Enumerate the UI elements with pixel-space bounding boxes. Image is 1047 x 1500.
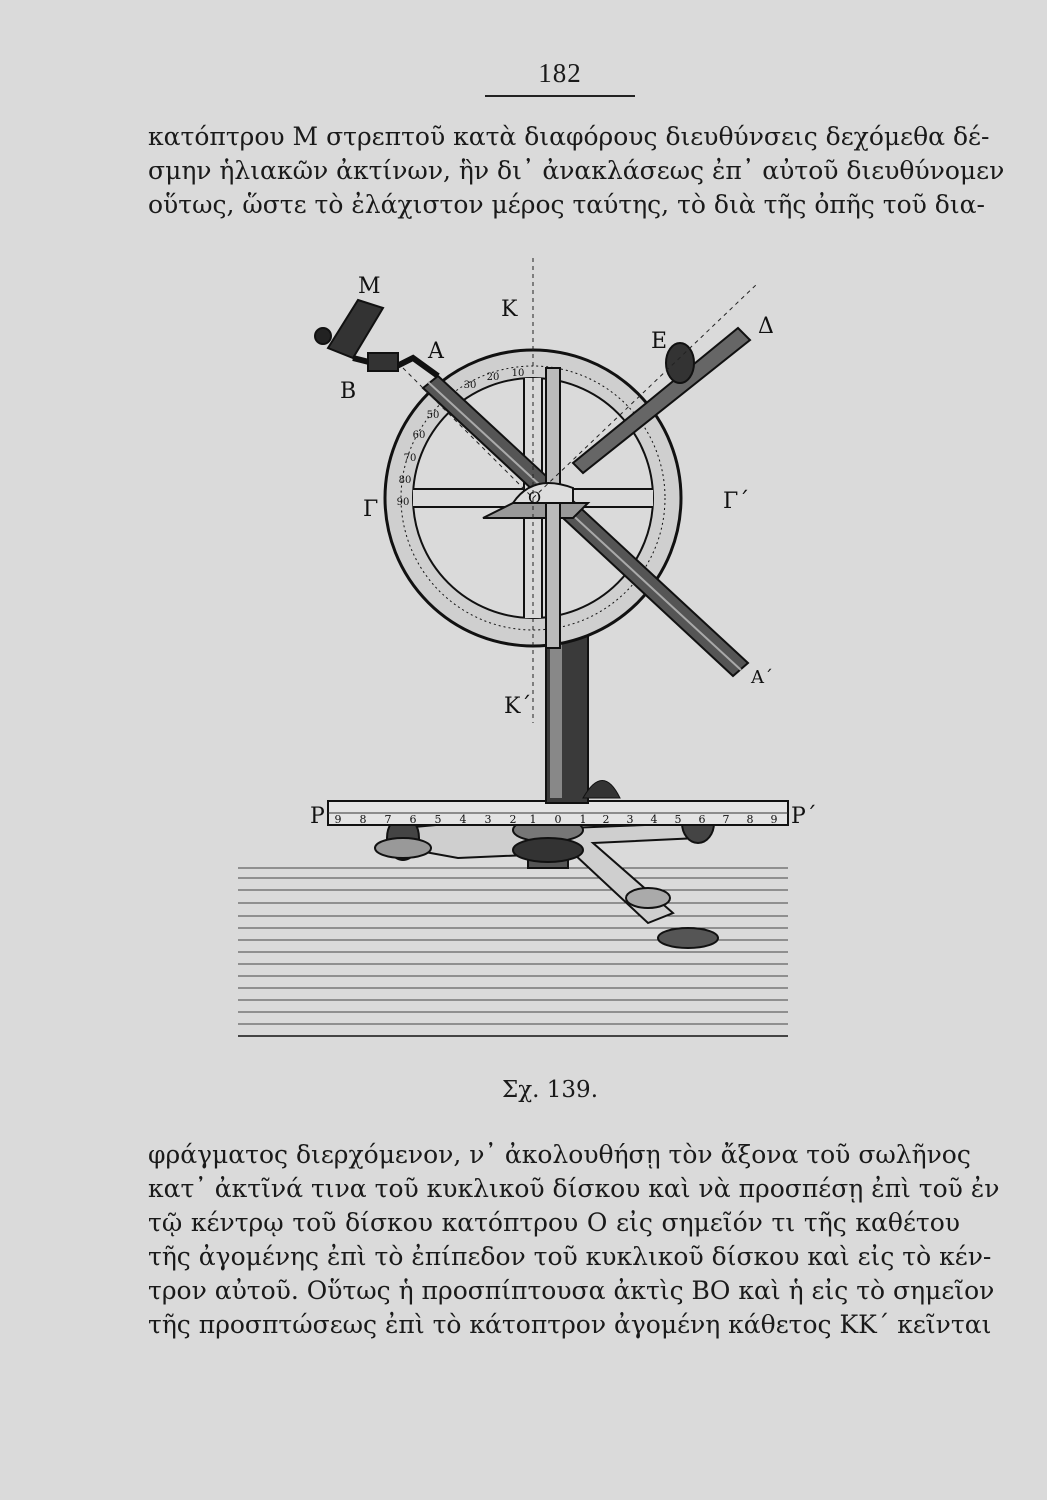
label-m: Μ xyxy=(358,274,381,299)
dial-number: 20 xyxy=(486,372,500,383)
text-line: τῷ κέντρῳ τοῦ δίσκου κατόπτρου Ο εἰς σημεῖόν τι τῆς καθέτου xyxy=(148,1208,960,1237)
label-o: Ο xyxy=(528,488,542,507)
figure-139 xyxy=(228,258,817,1048)
label-a: Α xyxy=(428,339,444,364)
ruler-number: 2 xyxy=(602,813,610,826)
ruler-number: 4 xyxy=(459,813,467,826)
text-line: τῆς προσπτώσεως ἐπὶ τὸ κάτοπτρον ἀγομένη κάθετος ΚΚ΄ κεῖνται xyxy=(148,1310,992,1339)
dial-number: 10 xyxy=(511,368,525,379)
label-a-prime: Α΄ xyxy=(751,667,773,688)
dial-number: 60 xyxy=(412,430,426,441)
label-g: Γ xyxy=(363,497,379,522)
mirror-m xyxy=(315,300,438,376)
ruler-number: 7 xyxy=(384,813,392,826)
label-e: Ε xyxy=(651,329,668,354)
text-line: φράγματος διερχόμενον, ν᾽ ἀκολουθήσῃ τὸν ἄξονα τοῦ σωλῆνος xyxy=(148,1140,971,1169)
ruler-number: 3 xyxy=(626,813,634,826)
label-g-prime: Γ΄ xyxy=(723,489,750,514)
ruler-number: 5 xyxy=(434,813,442,826)
ruler-number: 8 xyxy=(359,813,367,826)
dial-number: 70 xyxy=(403,453,417,464)
label-k: Κ xyxy=(501,297,518,322)
text-line: τῆς ἀγομένης ἐπὶ τὸ ἐπίπεδον τοῦ κυκλικοῦ δίσκου καὶ εἰς τὸ κέν- xyxy=(148,1242,992,1271)
text-line: κατόπτρου Μ στρεπτοῦ κατὰ διαφόρους διευθύνσεις δεχόμεθα δέ- xyxy=(148,122,990,151)
figure-caption: Σχ. 139. xyxy=(501,1077,599,1103)
ground-hatching xyxy=(238,868,788,1036)
label-p: Ρ xyxy=(310,804,325,829)
dial-number: 50 xyxy=(426,410,440,421)
dial-number: 90 xyxy=(396,497,410,508)
ruler-number: 2 xyxy=(509,813,517,826)
ruler-number: 8 xyxy=(746,813,754,826)
label-b: Β xyxy=(340,379,357,404)
paragraph-top xyxy=(148,120,1005,222)
label-k-prime: Κ΄ xyxy=(504,694,532,719)
paragraph-bottom xyxy=(148,1138,1000,1342)
ruler-number: 9 xyxy=(770,813,778,826)
ruler-number: 9 xyxy=(334,813,342,826)
ruler-number: 4 xyxy=(650,813,658,826)
text-line: οὕτως, ὥστε τὸ ἐλάχιστον μέρος ταύτης, τὸ διὰ τῆς ὀπῆς τοῦ δια- xyxy=(148,190,985,219)
ruler-number: 1 xyxy=(579,813,587,826)
dial-number: 30 xyxy=(463,380,477,391)
apparatus-illustration xyxy=(228,258,817,1048)
text-line: τρον αὐτοῦ. Οὕτως ἡ προσπίπτουσα ἀκτὶς ΒΟ καὶ ἡ εἰς τὸ σημεῖον xyxy=(148,1276,995,1305)
text-line: κατ᾽ ἀκτῖνά τινα τοῦ κυκλικοῦ δίσκου καὶ νὰ προσπέσῃ ἐπὶ τοῦ ἐν xyxy=(148,1174,1000,1203)
ruler-number: 0 xyxy=(554,813,562,826)
text-line: σμην ἡλιακῶν ἀκτίνων, ἣν δι᾽ ἀνακλάσεως ἐπ᾽ αὐτοῦ διευθύνομεν xyxy=(148,156,1005,185)
page-number: 182 xyxy=(538,58,582,88)
ruler-number: 6 xyxy=(409,813,417,826)
label-d: Δ xyxy=(758,314,774,339)
ruler-number: 6 xyxy=(698,813,706,826)
ruler-number: 3 xyxy=(484,813,492,826)
label-p-prime: Ρ΄ xyxy=(791,804,817,829)
header-rule xyxy=(485,95,635,97)
ruler-number: 7 xyxy=(722,813,730,826)
ruler-number: 1 xyxy=(529,813,537,826)
dial-number: 80 xyxy=(398,475,412,486)
ruler-number: 5 xyxy=(674,813,682,826)
